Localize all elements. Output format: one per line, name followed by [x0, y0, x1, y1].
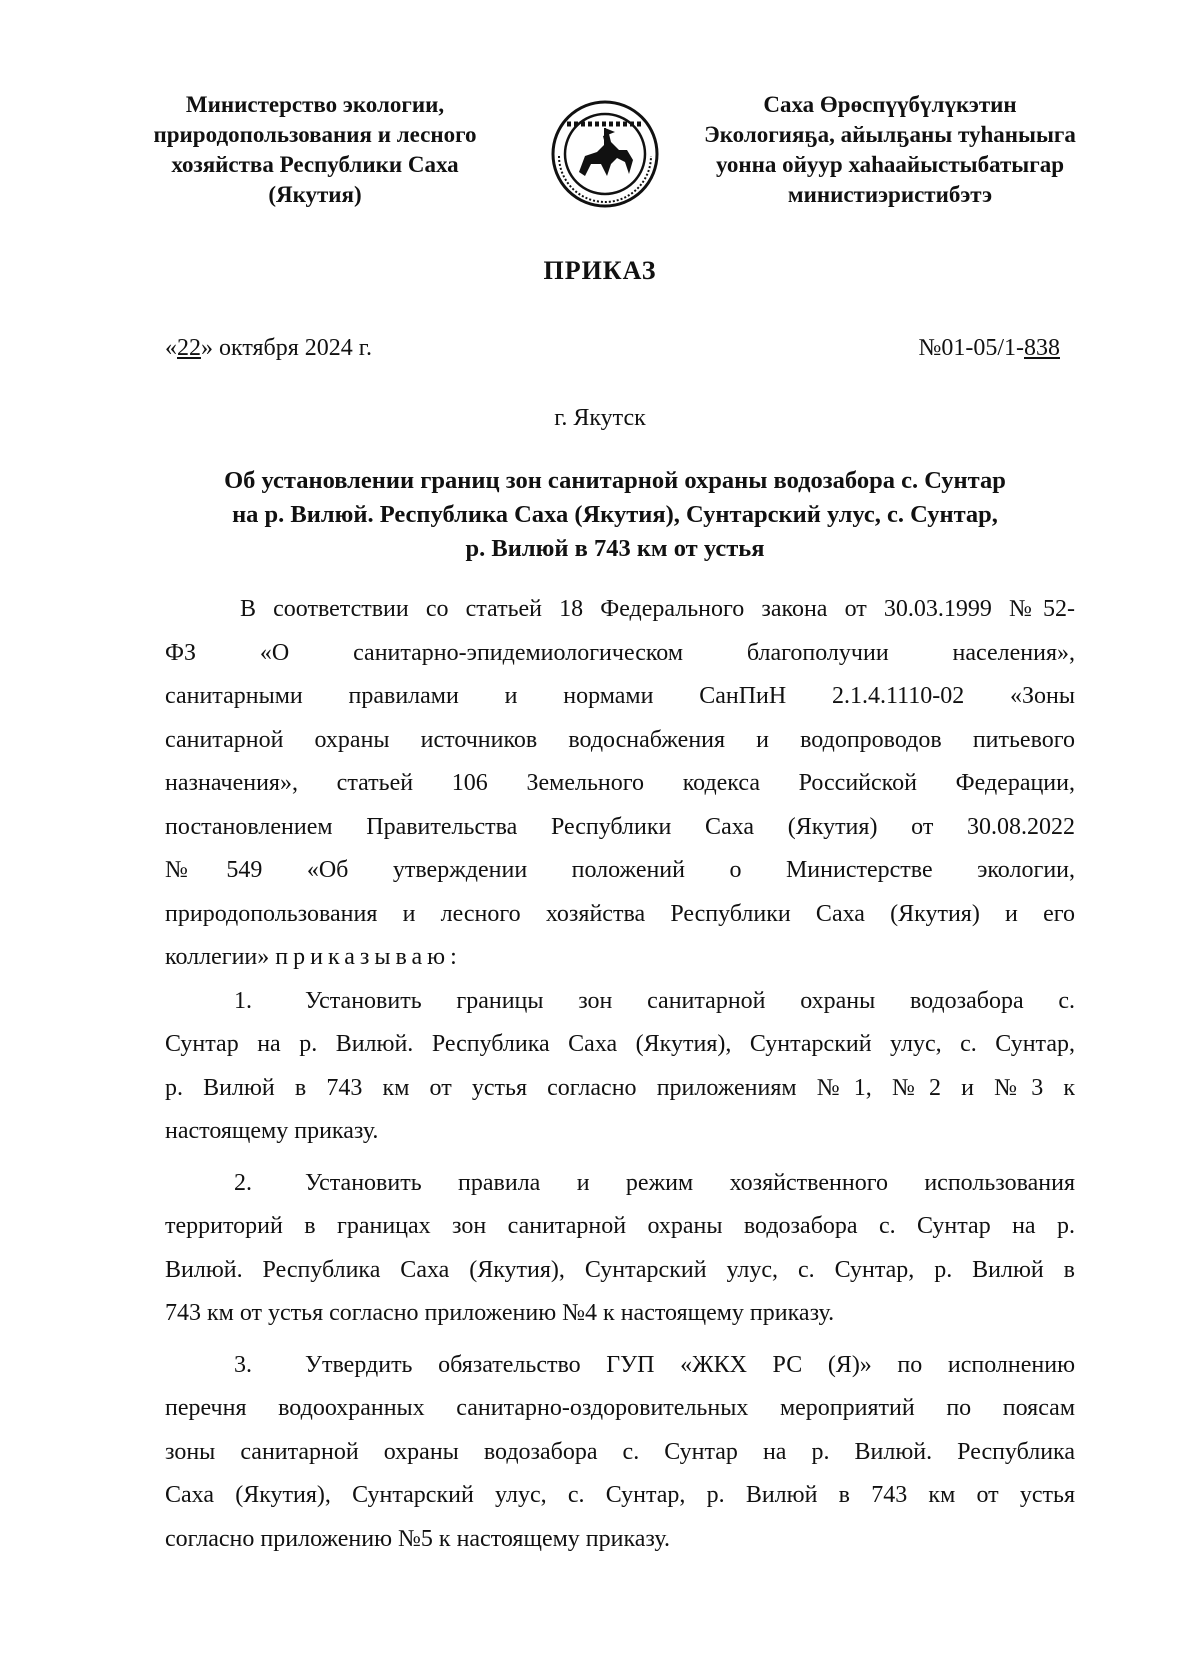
title-line: р. Вилюй в 743 км от устья — [465, 535, 765, 562]
order-date — [165, 335, 372, 362]
item-text: Утвердить обязательство ГУП «ЖКХ РС (Я)» по исполнению — [305, 1351, 1075, 1378]
item-line: Сунтар на р. Вилюй. Республика Саха (Якутия), Сунтарский улус, с. Сунтар, — [165, 1031, 1075, 1057]
coat-of-arms-icon — [545, 94, 665, 210]
preamble-line: ФЗ «О санитарно-эпидемиологическом благополучии населения», — [165, 639, 1075, 666]
item-line: Саха (Якутия), Сунтарский улус, с. Сунтар, р. Вилюй в 743 км от устья — [165, 1482, 1075, 1508]
item-line: зоны санитарной охраны водозабора с. Сунтар на р. Вилюй. Республика — [165, 1438, 1075, 1465]
item-number: 1. — [234, 987, 252, 1014]
preamble-last-text: коллегии» — [165, 944, 270, 970]
preamble-line: В соответствии со статьей 18 Федерального закона от 30.03.1999 №52- — [240, 596, 1075, 622]
date-rest: » октября 2024 г. — [201, 335, 372, 361]
order-subject-title — [150, 464, 1080, 566]
title-line: на р. Вилюй. Республика Саха (Якутия), Сунтарский улус, с. Сунтар, — [232, 501, 998, 528]
order-verb: приказываю: — [275, 944, 462, 970]
ministry-ru-line: (Якутия) — [268, 182, 362, 207]
ministry-sah-line: министиэристибэтэ — [787, 182, 993, 207]
preamble-line: постановлением Правительства Республики Саха (Якутия) от 30.08.2022 — [165, 813, 1075, 840]
preamble-line: санитарными правилами и нормами СанПиН 2.1.4.1110-02 «Зоны — [165, 683, 1075, 709]
ministry-ru-line: природопользования и лесного — [153, 122, 477, 147]
document-type-title: ПРИКАЗ — [543, 256, 657, 285]
item-line: Вилюй. Республика Саха (Якутия), Сунтарский улус, с. Сунтар, р. Вилюй в — [165, 1256, 1075, 1283]
item-last-line: настоящему приказу. — [165, 1118, 379, 1144]
item-text: Установить правила и режим хозяйственного использования — [305, 1169, 1075, 1196]
ministry-sah-line: Саха Өрөспүүбүлүкэтин — [763, 92, 1017, 117]
preamble-last-line — [165, 936, 1075, 980]
preamble-line: санитарной охраны источников водоснабжения и водопроводов питьевого — [165, 726, 1075, 753]
ministry-sah-line: Экологияҕа, айылҕаны туһаныыга — [704, 122, 1076, 147]
title-line: Об установлении границ зон санитарной охраны водозабора с. Сунтар — [224, 467, 1006, 494]
order-number-prefix: №01-05/1- — [918, 335, 1024, 361]
preamble-line: назначения», статьей 106 Земельного кодекса Российской Федерации, — [165, 770, 1075, 796]
item-last-line: 743 км от устья согласно приложению №4 к настоящему приказу. — [165, 1300, 835, 1326]
ministry-sah-line: уонна ойуур хаһаайыстыбатыгар — [715, 152, 1065, 177]
ministry-name-yakut — [690, 90, 1090, 210]
date-day: 22 — [177, 335, 201, 361]
ministry-ru-line: хозяйства Республики Саха — [171, 152, 459, 177]
item-line: территорий в границах зон санитарной охраны водозабора с. Сунтар на р. — [165, 1213, 1075, 1239]
item-number: 3. — [234, 1351, 252, 1378]
item-number: 2. — [234, 1169, 252, 1196]
date-open-quote: « — [165, 335, 177, 361]
item-3-first-line — [165, 1344, 1075, 1388]
preamble-line: природопользования и лесного хозяйства Республики Саха (Якутия) и его — [165, 900, 1075, 927]
document-body — [165, 588, 1075, 1561]
order-number-value: 838 — [1024, 335, 1060, 361]
item-text: Установить границы зон санитарной охраны водозабора с. — [305, 987, 1075, 1014]
document-header — [0, 90, 1200, 220]
item-line: р. Вилюй в 743 км от устья согласно приложениям №1, №2 и №3 к — [165, 1074, 1075, 1101]
ministry-name-russian — [130, 90, 500, 210]
item-line: перечня водоохранных санитарно-оздоровительных мероприятий по поясам — [165, 1395, 1075, 1421]
item-1-first-line — [165, 980, 1075, 1024]
preamble-line: №549 «Об утверждении положений о Министерстве экологии, — [165, 857, 1075, 883]
item-last-line: согласно приложению №5 к настоящему приказу. — [165, 1525, 670, 1552]
city: г. Якутск — [554, 405, 646, 431]
item-2-first-line — [165, 1162, 1075, 1206]
ministry-ru-line: Министерство экологии, — [185, 92, 445, 117]
order-number — [918, 335, 1060, 362]
